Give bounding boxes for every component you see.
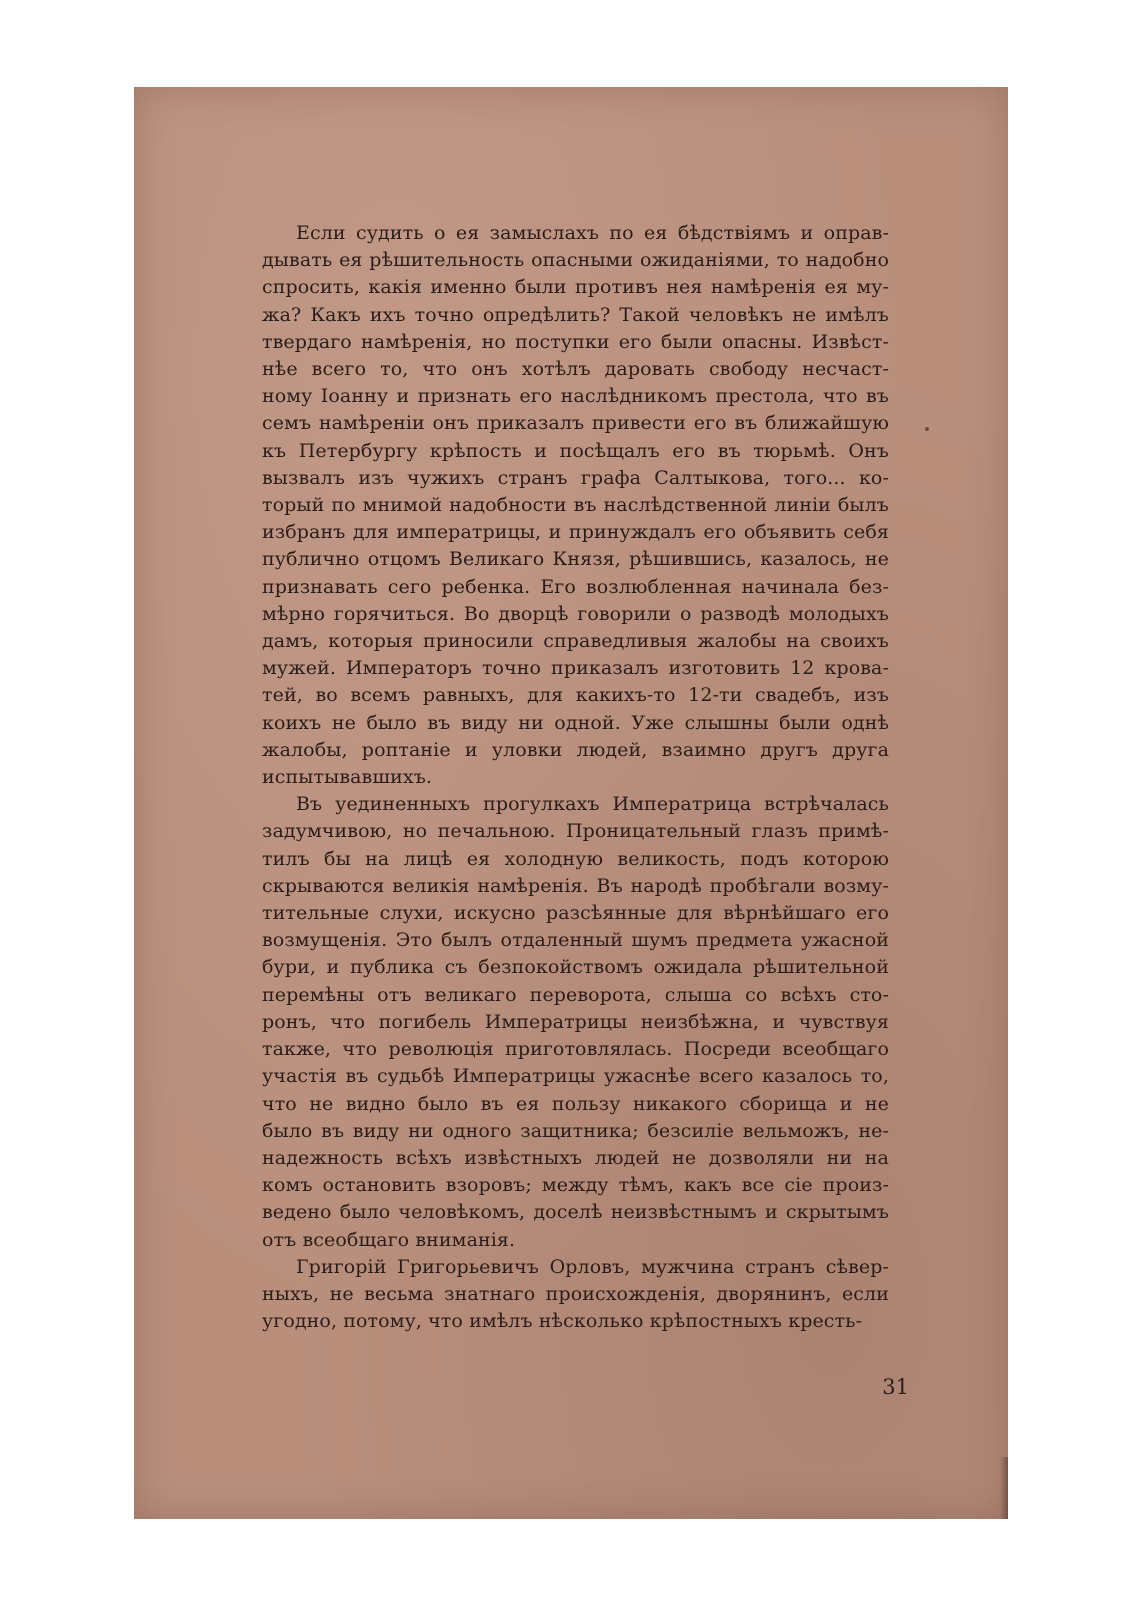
text-line: тительные слухи, искусно разсѣянные для вѣрнѣйшаго его (262, 902, 889, 925)
text-line: тей, во всемъ равныхъ, для какихъ-то 12-ти свадебъ, изъ (262, 684, 889, 707)
ink-speck (925, 427, 929, 431)
text-line: комъ остановить взоровъ; между тѣмъ, какъ все сіе произ- (262, 1174, 889, 1197)
text-line: надежность всѣхъ извѣстныхъ людей не дозволяли ни на (262, 1146, 889, 1169)
text-line: жалобы, роптаніе и уловки людей, взаимно другъ друга (262, 738, 889, 761)
text-line: Григорій Григорьевичъ Орловъ, мужчина странъ сѣвер- (296, 1255, 889, 1278)
text-line: публично отцомъ Великаго Князя, рѣшившись, казалось, не (262, 548, 889, 571)
text-line: что не видно было въ ея пользу никакого сборища и не (262, 1092, 889, 1115)
text-line: жа? Какъ ихъ точно опредѣлить? Такой человѣкъ не имѣлъ (262, 303, 889, 326)
text-line: признавать сего ребенка. Его возлюбленная начинала без- (262, 575, 889, 598)
text-line: ведено было человѣкомъ, доселѣ неизвѣстнымъ и скрытымъ (262, 1201, 889, 1224)
text-line: было въ виду ни одного защитника; безсиліе вельможъ, не- (262, 1119, 889, 1142)
text-line: дамъ, которыя приносили справедливыя жалобы на своихъ (262, 630, 889, 653)
text-line: Если судить о ея замыслахъ по ея бѣдствіямъ и оправ- (296, 222, 889, 244)
scanned-page (134, 87, 1008, 1519)
text-line: также, что революція приготовлялась. Посреди всеобщаго (262, 1038, 889, 1061)
text-line: тилъ бы на лицѣ ея холодную великость, подъ которою (262, 847, 889, 870)
page-edge-shadow (1000, 1457, 1008, 1519)
paragraph (262, 791, 889, 1253)
text-line: перемѣны отъ великаго переворота, слыша со всѣхъ сто- (262, 983, 889, 1006)
text-line: скрываются великія намѣренія. Въ народѣ пробѣгали возму- (262, 874, 889, 897)
text-line: испытывавшихъ. (262, 766, 433, 789)
text-line: угодно, потому, что имѣлъ нѣсколько крѣпостныхъ кресть- (262, 1310, 863, 1333)
text-line: Въ уединенныхъ прогулкахъ Императрица встрѣчалась (296, 793, 889, 816)
paragraph (262, 1254, 889, 1336)
text-line: семъ намѣреніи онъ приказалъ привести его въ ближайшую (262, 412, 889, 435)
text-line: къ Петербургу крѣпость и посѣщалъ его въ тюрьмѣ. Онъ (262, 439, 889, 462)
page-number: 31 (882, 1375, 909, 1399)
text-line: дывать ея рѣшительность опасными ожиданіями, то надобно (262, 249, 889, 272)
text-line: ныхъ, не весьма знатнаго происхожденія, дворянинъ, если (262, 1282, 889, 1305)
text-line: торый по мнимой надобности въ наслѣдственной линіи былъ (262, 494, 889, 517)
text-line: ронъ, что погибель Императрицы неизбѣжна, и чувствуя (262, 1010, 889, 1033)
text-line: твердаго намѣренія, но поступки его были опасны. Извѣст- (262, 330, 889, 353)
text-line: коихъ не было въ виду ни одной. Уже слышны были однѣ (262, 711, 889, 734)
text-line: ному Іоанну и признать его наслѣдникомъ престола, что въ (262, 385, 889, 408)
text-line: мѣрно горячиться. Во дворцѣ говорили о разводѣ молодыхъ (262, 602, 889, 625)
paragraph (262, 220, 889, 791)
text-line: задумчивою, но печальною. Проницательный глазъ примѣ- (262, 820, 889, 843)
text-line: избранъ для императрицы, и принуждалъ его объявить себя (262, 521, 889, 544)
text-line: возмущенія. Это былъ отдаленный шумъ предмета ужасной (262, 929, 889, 952)
text-line: отъ всеобщаго вниманія. (262, 1228, 516, 1251)
text-line: нѣе всего то, что онъ хотѣлъ даровать свободу несчаст- (262, 358, 889, 381)
text-line: бури, и публика съ безпокойствомъ ожидала рѣшительной (262, 956, 889, 979)
text-line: спросить, какія именно были противъ нея намѣренія ея му- (262, 276, 889, 299)
text-line: участія въ судьбѣ Императрицы ужаснѣе всего казалось то, (262, 1065, 889, 1088)
body-text (262, 220, 889, 1335)
text-line: вызвалъ изъ чужихъ странъ графа Салтыкова, того... ко- (262, 466, 889, 489)
text-line: мужей. Императоръ точно приказалъ изготовить 12 крова- (262, 657, 889, 680)
